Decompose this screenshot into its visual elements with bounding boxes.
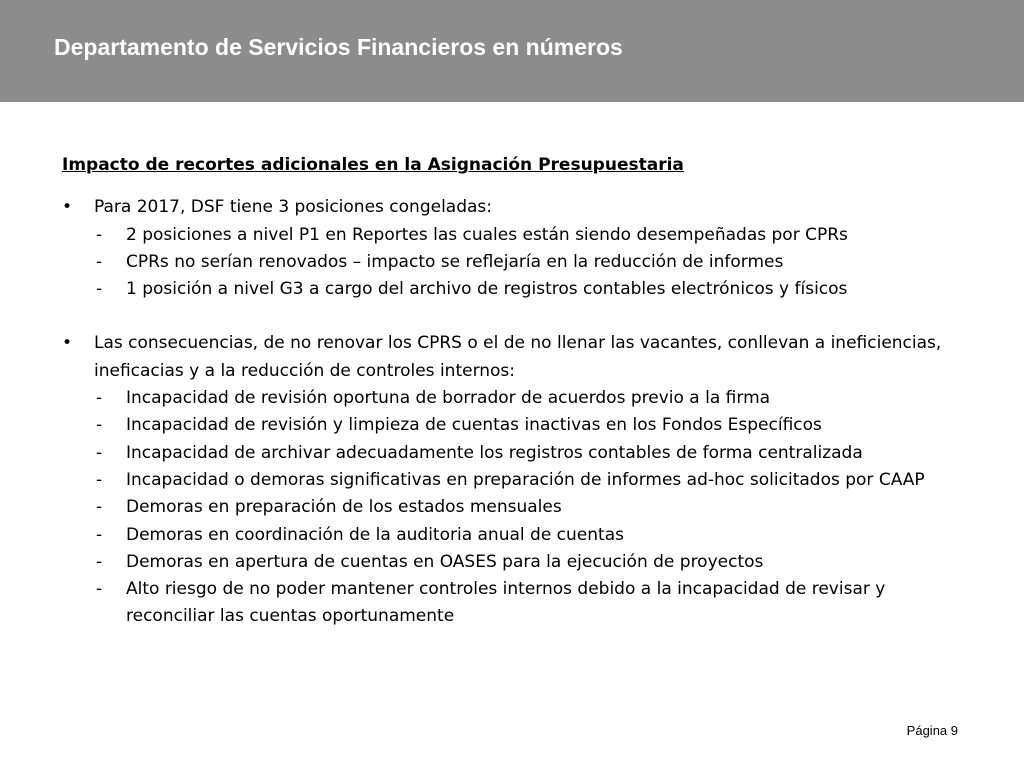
list-item-text: Alto riesgo de no poder mantener controles internos debido a la incapacidad de revisar y: [126, 579, 886, 600]
list-item-text: Demoras en apertura de cuentas en OASES para la ejecución de proyectos: [126, 551, 764, 572]
bullet-icon: •: [62, 197, 73, 218]
slide-content: [62, 152, 1007, 631]
list-item-text: CPRs no serían renovados – impacto se reflejaría en la reducción de informes: [126, 251, 784, 272]
list-item: [62, 276, 1007, 303]
list-item-text: Incapacidad de revisión oportuna de borrador de acuerdos previo a la firma: [126, 388, 771, 409]
dash-icon: -: [96, 388, 103, 409]
section-heading: Impacto de recortes adicionales en la Asignación Presupuestaria: [62, 155, 684, 175]
bullet-icon: •: [62, 333, 73, 354]
bullet-text-line1: Las consecuencias, de no renovar los CPRS o el de no llenar las vacantes, conllevan a ineficiencias,: [94, 333, 942, 354]
list-item: [62, 522, 1007, 549]
spacer: [62, 303, 1007, 330]
dash-icon: -: [96, 224, 103, 245]
list-item: [62, 494, 1007, 521]
bullet-frozen-positions: [62, 194, 1007, 221]
list-item-text: Incapacidad o demoras significativas en preparación de informes ad-hoc solicitados por CAAP: [126, 469, 925, 490]
dash-icon: -: [96, 442, 103, 463]
list-item: [62, 385, 1007, 412]
list-item-text: reconciliar las cuentas oportunamente: [126, 606, 455, 627]
dash-icon: -: [96, 251, 103, 272]
list-item: [62, 440, 1007, 467]
list-item: [62, 576, 1007, 603]
dash-icon: -: [96, 551, 103, 572]
list-item: [62, 412, 1007, 439]
list-item: [62, 222, 1007, 249]
list-item: [62, 549, 1007, 576]
dash-icon: -: [96, 469, 103, 490]
bullet-consequences: [62, 330, 1007, 357]
list-item-text: Demoras en preparación de los estados mensuales: [126, 497, 562, 518]
dash-icon: -: [96, 279, 103, 300]
list-item-continuation: [62, 603, 1007, 630]
list-item-text: Demoras en coordinación de la auditoria anual de cuentas: [126, 524, 624, 545]
list-item-text: Incapacidad de revisión y limpieza de cuentas inactivas en los Fondos Específicos: [126, 415, 822, 436]
dash-icon: -: [96, 579, 103, 600]
list-item-text: 1 posición a nivel G3 a cargo del archivo de registros contables electrónicos y físicos: [126, 279, 848, 300]
list-item-text: Incapacidad de archivar adecuadamente los registros contables de forma centralizada: [126, 442, 863, 463]
dash-icon: -: [96, 524, 103, 545]
list-item-text: 2 posiciones a nivel P1 en Reportes las cuales están siendo desempeñadas por CPRs: [126, 224, 848, 245]
list-item: [62, 249, 1007, 276]
bullet-text: Para 2017, DSF tiene 3 posiciones congeladas:: [94, 197, 492, 218]
dash-icon: -: [96, 497, 103, 518]
slide-title: Departamento de Servicios Financieros en números: [54, 34, 623, 60]
dash-icon: -: [96, 415, 103, 436]
bullet-continuation: [62, 358, 1007, 385]
page-number: Página 9: [906, 723, 958, 738]
title-bar: [0, 0, 1024, 102]
list-item: [62, 467, 1007, 494]
bullet-text-line2: ineficacias y a la reducción de controles internos:: [94, 360, 516, 381]
